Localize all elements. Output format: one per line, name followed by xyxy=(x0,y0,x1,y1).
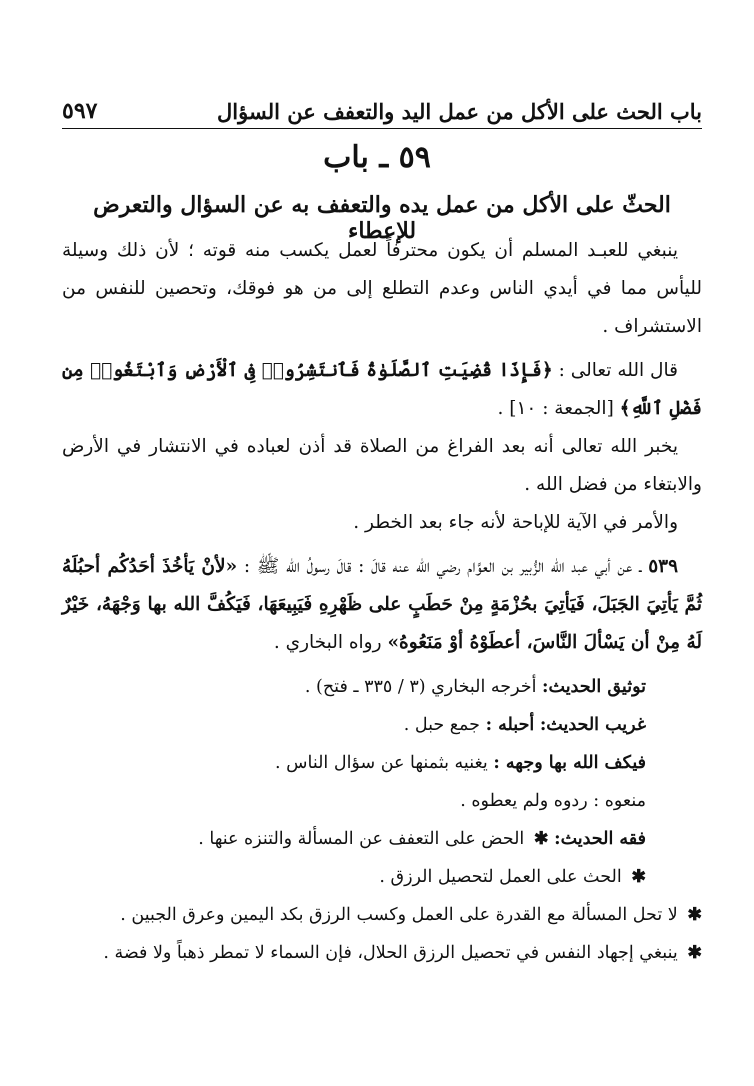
fiqh-point-1: الحض على التعفف عن المسألة والتنزه عنها . xyxy=(198,829,525,849)
hadith-paragraph xyxy=(62,548,702,662)
chapter-title: الحثّ على الأكل من عمل يده والتعفف به عن السؤال والتعرض للإعطاء xyxy=(93,192,671,244)
ruling-paragraph: والأمر في الآية للإباحة لأنه جاء بعد الخطر . xyxy=(353,512,678,533)
page-number: ٥٩٧ xyxy=(62,98,98,124)
note-yakuff xyxy=(62,744,702,782)
note-fiqh xyxy=(62,820,702,858)
note-tawthiq xyxy=(62,668,702,706)
note-label: فقه الحديث: xyxy=(554,829,646,849)
note-gharib xyxy=(62,706,702,744)
bullet-icon: ✱ xyxy=(687,905,702,925)
note-manaouh xyxy=(62,782,702,820)
note-label: غريب الحديث: xyxy=(539,715,646,735)
hadith-number: ٥٣٩ xyxy=(648,556,679,577)
verse-paragraph xyxy=(62,352,702,428)
fiqh-item xyxy=(62,858,702,896)
running-title: باب الحث على الأكل من عمل اليد والتعفف عن السؤال xyxy=(217,99,702,124)
intro-paragraph: ينبغي للعبـد المسلم أن يكون محترفاً لعمل يكسب منه قوته ؛ لأن ذلك وسيلة لليأس مما في أيدي الناس وعدم التطلع إلى من هو فوقك، وتحصين للنفس من الاستشراف . xyxy=(62,240,702,337)
page-body xyxy=(62,232,702,972)
page-header xyxy=(62,88,702,129)
note-text: ردوه ولم يعطوه . xyxy=(460,791,588,811)
note-word: أحبله : xyxy=(485,715,535,735)
verse-reference: [الجمعة : ١٠] . xyxy=(497,398,614,419)
note-label: فيكف الله بها وجهه : xyxy=(493,753,646,773)
hadith-text: «لأنْ يَأخُذَ أحَدُكُم أحبُلَهُ ثُمَّ يَأتِيَ الجَبَلَ، فَيَأتِيَ بحُزْمَةٍ مِنْ حَطَبٍ على ظَهْرِهِ فَيَبِيعَهَا، فَيَكُفَّ الله بها وَجْهَهُ، خَيْرٌ لَهُ مِنْ أن يَسْألَ النَّاسَ، أعطَوْهُ أوْ مَنَعُوهُ» xyxy=(62,556,702,653)
note-label: توثيق الحديث: xyxy=(542,677,646,697)
note-text: جمع حبل . xyxy=(403,715,480,735)
bullet-icon: ✱ xyxy=(687,943,702,963)
fiqh-point-2: الحث على العمل لتحصيل الرزق . xyxy=(379,867,622,887)
verse-lead: قال الله تعالى : xyxy=(558,360,678,381)
quran-verse: ﴿فَإِذَا قُضِيَتِ ٱلصَّلَوٰةُ فَٱنتَشِرُوا۟ فِى ٱلْأَرْضِ وَٱبْتَغُوا۟ مِن فَضْلِ ٱللَّهِ﴾ xyxy=(62,360,702,419)
explanation-paragraph: يخبر الله تعالى أنه بعد الفراغ من الصلاة قد أذن لعباده في الانتشار في الأرض والابتغاء من فضل الله . xyxy=(62,436,702,495)
note-text: يغنيه بثمنها عن سؤال الناس . xyxy=(275,753,488,773)
note-text: أخرجه البخاري (٣ / ٣٣٥ ـ فتح) . xyxy=(304,677,537,697)
hadith-chain: ـ عن أبي عبد الله الزُّبير بن العوَّام رضي الله عنه قالَ : قالَ رسولُ الله ﷺ : xyxy=(243,556,642,577)
bullet-icon: ✱ xyxy=(631,867,646,887)
chapter-heading: ٥٩ ـ باب xyxy=(323,140,431,175)
fiqh-point-3: لا تحل المسألة مع القدرة على العمل وكسب الرزق بكد اليمين وعرق الجبين . xyxy=(120,905,678,925)
hadith-source: رواه البخاري . xyxy=(273,632,382,653)
bullet-icon: ✱ xyxy=(533,829,549,849)
fiqh-item xyxy=(62,934,702,972)
note-label: منعوه : xyxy=(593,791,646,811)
fiqh-point-4: ينبغي إجهاد النفس في تحصيل الرزق الحلال، فإن السماء لا تمطر ذهباً ولا فضة . xyxy=(103,943,678,963)
fiqh-item xyxy=(62,896,702,934)
